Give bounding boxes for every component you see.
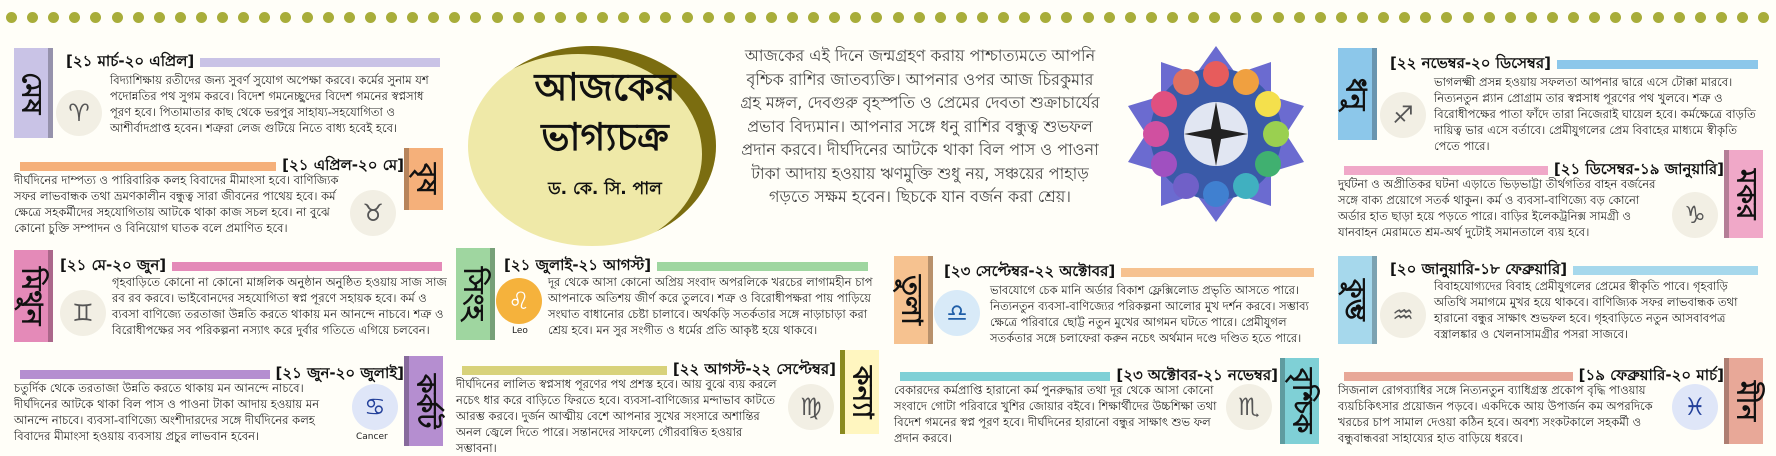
border-dot [1653,12,1664,23]
makar-bar [1344,166,1548,175]
fish-icon: ♓ [1672,384,1718,430]
border-dot [48,12,59,23]
kanya-text: দীর্ঘদিনের লালিত স্বপ্নসাধ পূরণের পথ প্রশস্ত হবে। আয় বুঝে ব্যয় করলে নচেৎ ধার করে বাড়িতে ফিরতে হবে। ব্যবসা-বাণিজ্যের মন্দাভাব কাটতে আরম্ভ করবে। দুর্জন আত্মীয় বেশে আপনার সুখের সংসারে অশান্তির অনল জ্বেলে দিতে পারে। সন্তানদের সাফল্যে গৌরবান্বিত হওয়ার সম্ভাবনা। [456,377,777,455]
brish-text: দীর্ঘদিনের দাম্পত্য ও পারিবারিক কলহ বিবাদের মীমাংসা হবে। বাণিজ্যিক সফর লাভবান্ধক তথা ভ্রমণকালীন বন্ধুত্ব সারা জীবনের পাথেয় হবে। কর্ম ক্ষেত্রে সহকর্মীদের সহযোগিতায় আটকে থাকা কাজ সচল হবে। না বুঝে কোনো চুক্তি সম্পাদন ও বিনিয়োগ ঘাতক বলে প্রমাণিত হবে। [14,173,339,235]
border-dot [682,12,693,23]
border-dot [1484,12,1495,23]
border-dot [1315,12,1326,23]
kumbha-date: [২০ জানুয়ারি-১৮ ফেব্রুয়ারি] [1390,260,1568,278]
border-dot [1251,12,1262,23]
border-dot [386,12,397,23]
kumbha-text: বিবাহযোগ্যদের বিবাহ প্রেমীযুগলের প্রেমের স্বীকৃতি পাবে। গৃহবাড়ি অতিথি সমাগমে মুখর হয়ে থাকবে। বাণিজ্যিক সফর লাভবান্ধক তথা হারানো বন্ধুর সাক্ষাৎ শুভফল হবে। গৃহবাড়িতে নতুন আসবাবপত্র বস্ত্রালঙ্কার ও খেলনাসামগ্রীর পসরা সাজবে। [1434,279,1738,341]
lion-icon-label: Leo [512,326,528,336]
makar-text: দুর্ঘটনা ও অপ্রীতিকর ঘটনা এড়াতে ভিড়ভাট্টা তীর্থগতির বাহন বর্জনের সঙ্গে বাক্য প্রয়োগে সতর্ক থাকুন। কর্ম ও ব্যবসা-বাণিজ্যে বড় কোনো অর্ডার হাত ছাড়া হয়ে পড়তে পারে। বাড়ির ইলেকট্রনিক্স সামগ্রী ও যানবাহন মেরামতে শ্রম-অর্থ দুটোই সমানতালে ব্যয় হবে। [1338,177,1656,239]
tab-brish: বৃষ [404,148,443,210]
border-dot [112,12,123,23]
border-dot [1378,12,1389,23]
mithun-text: গৃহবাড়িতে কোনো না কোনো মাঙ্গলিক অনুষ্ঠান অনুষ্ঠিত হওয়ায় সাজ সাজ রব রব করবে। ভাইবোনদের সহযোগিতা স্বপ্ন পূরণে সহায়ক হবে। কর্ম ও ব্যবসা বাণিজ্যে তরতাজা উন্নতি করতে থাকায় মন আনন্দে নাচবে। শত্রু ও বিরোধীপক্ষের সব পরিকল্পনা নস্যাৎ করে দুর্বার গতিতে এগিয়ে চলবেন। [112,275,447,337]
border-dot [1040,12,1051,23]
border-dot [513,12,524,23]
scorpion-icon: ♏ [1226,384,1272,430]
border-dot [1167,12,1178,23]
mesh-text: বিদ্যাশিক্ষায় রতীদের জন্য সুবর্ণ সুযোগ অপেক্ষা করবে। কর্মের সুনাম যশ পদোন্নতির পথ সুগম করবে। বিদেশ গমনেচ্ছুদের বিদেশ গমনের স্বপ্নসাধ পূরণ হবে। পিতামাতার কাছ থেকে ভরপুর সাহায্য-সহযোগিতা ও আশীর্বাদপ্রাপ্ত হবেন। শত্রুরা লেজ গুটিয়ে নিতে বাধ্য হবেই হবে। [110,73,429,135]
goat-icon: ♑ [1672,192,1718,238]
crab-icon-label: Cancer [356,432,388,442]
border-dot [133,12,144,23]
border-dot [1610,12,1621,23]
ram-icon: ♈ [56,90,102,136]
border-dot [555,12,566,23]
border-dot [1547,12,1558,23]
border-dot [302,12,313,23]
border-dot [534,12,545,23]
border-dot [1083,12,1094,23]
meen-bar [1344,372,1573,381]
border-dot [1737,12,1748,23]
border-dot [238,12,249,23]
border-dot [175,12,186,23]
kanya-bar [462,366,667,375]
karkat-text: চতুর্দিক থেকে তরতাজা উন্নতি করতে থাকায় মন আনন্দে নাচবে। দীর্ঘদিনের আটকে থাকা বিল পাস ও পাওনা টাকা আদায় হওয়ায় মন আনন্দে নাচবে। ব্যবসা-বাণিজ্যে অংশীদারদের সঙ্গে দীর্ঘদিনের কলহ বিবাদের মীমাংসা হওয়ায় ব্যবসায় প্রচুর লাভবান হবেন। [14,381,320,443]
border-dot [1441,12,1452,23]
border-dot [1716,12,1727,23]
border-dot [1758,12,1769,23]
border-dot [618,12,629,23]
border-dot [27,12,38,23]
kanya-date: [২২ আগস্ট-২২ সেপ্টেম্বর] [672,360,836,378]
border-dot [1526,12,1537,23]
tab-mesh: মেষ [14,48,53,138]
border-dot [787,12,798,23]
dot-border [0,12,1776,26]
border-dot [1674,12,1685,23]
border-dot [196,12,207,23]
border-dot [1273,12,1284,23]
border-dot [1230,12,1241,23]
karkat-date: [২১ জুন-২০ জুলাই] [275,364,404,382]
border-dot [1336,12,1347,23]
border-dot [323,12,334,23]
border-dot [1188,12,1199,23]
brishchik-text: বেকারদের কর্মপ্রাপ্তি হারানো কর্ম পুনরুদ্ধার তথা দূর থেকে আসা কোনো সংবাদে গোটা পরিবারে খুশির জোয়ার বইবে। শিক্ষার্থীদের উচ্চশিক্ষা তথা বিদেশ গমনের স্বপ্ন পূরণ হবে। দীর্ঘদিনের হারানো বন্ধুর সাক্ষাৎ শুভ ফল প্রদান করবে। [894,383,1217,445]
tab-brishchik: বৃশ্চিক [1280,358,1319,444]
brish-date: [২১ এপ্রিল-২০ মে] [282,156,404,174]
singha-text: দূর থেকে আসা কোনো অপ্রিয় সংবাদ অপরলিকে খরচের লাগামহীন চাপ আপনাকে অতিশয় জীর্ণ করে তুলবে। শত্রু ও বিরোধীপক্ষরা পায় পাড়িয়ে সংঘাত বাধানোর চেষ্টা চালাবে। অর্থকড়ি সতর্কতার সঙ্গে নাড়াচাড়া করা শ্রেয় হবে। মন সুর সংগীত ও ধর্মের প্রতি আকৃষ্ট হয়ে থাকবে। [548,275,873,337]
kumbha-bar [1573,266,1758,275]
border-dot [1463,12,1474,23]
border-dot [217,12,228,23]
border-dot [808,12,819,23]
author: ড. কে. সি. পাল [548,179,662,199]
border-dot [1104,12,1115,23]
tab-dhanu: ধনু [1338,48,1377,140]
title-line-2: ভাগ্যচক্র [541,115,669,159]
border-dot [914,12,925,23]
maiden-icon: ♍ [788,384,834,430]
border-dot [850,12,861,23]
border-dot [829,12,840,23]
border-dot [1420,12,1431,23]
border-dot [893,12,904,23]
mesh-date: [২১ মার্চ-২০ এপ্রিল] [66,52,195,70]
border-dot [576,12,587,23]
border-dot [407,12,418,23]
border-dot [6,12,17,23]
brish-bar [20,162,276,171]
makar-date: [২১ ডিসেম্বর-১৯ জানুয়ারি] [1553,160,1724,178]
border-dot [259,12,270,23]
dhanu-date: [২২ নভেম্বর-২০ ডিসেম্বর] [1390,54,1551,72]
border-dot [1568,12,1579,23]
tab-meen: মীন [1724,358,1763,444]
border-dot [660,12,671,23]
border-dot [1505,12,1516,23]
border-dot [745,12,756,23]
border-dot [766,12,777,23]
meen-date: [১৯ ফেব্রুয়ারি-২০ মার্চ] [1578,366,1724,384]
border-dot [344,12,355,23]
border-dot [1695,12,1706,23]
dhanu-bar [1557,60,1758,69]
tab-mithun: মিথুন [14,250,53,342]
tab-tula: তুলা [894,256,933,344]
border-dot [1631,12,1642,23]
brishchik-date: [২৩ অক্টোবর-২১ নভেম্বর] [1116,366,1278,384]
border-dot [470,12,481,23]
border-dot [90,12,101,23]
border-dot [1357,12,1368,23]
border-dot [998,12,1009,23]
border-dot [280,12,291,23]
tula-text: ভাবযোগে চেক মানি অর্ডার বিকাশ ফ্লেক্সিলোড প্রভৃতি আসতে পারে। নিত্যনতুন ব্যবসা-বাণিজ্যের পরিকল্পনা আলোর মুখ দর্শন করবে। সম্ভাব্য ক্ষেত্রে পরিবারে ছোট্ট নতুন মুখের আগমন ঘটতে পারে। প্রেমীযুগল সতর্কতার সঙ্গে চলাফেরা করুন নচেৎ অর্থমান দণ্ডে দণ্ডিত হতে পারে। [990,283,1309,345]
border-dot [956,12,967,23]
border-dot [1019,12,1030,23]
border-dot [69,12,80,23]
border-dot [1294,12,1305,23]
border-dot [1209,12,1220,23]
brishchik-bar [900,372,1110,381]
border-dot [724,12,735,23]
bull-icon: ♉ [350,190,396,236]
dhanu-text: ভাগলক্ষ্মী প্রসন্ন হওয়ায় সফলতা আপনার দ্বারে এসে টোক্কা মারবে। নিত্যনতুন প্ল্যান প্রোগ্রাম তার স্বপ্নসাধ পূরণের পথ খুলবে। শত্রু ও বিরোধীপক্ষের পাতা ফাঁদে তারা নিজেরাই ঘায়েল হবে। কর্মক্ষেত্রে বাড়তি দায়িত্ব ভার এসে বর্তাবে। প্রেমীযুগলের প্রেম বিবাহের মাধ্যমে স্বীকৃতি পেতে পারে। [1434,75,1756,153]
tab-kumbha: কুম্ভ [1338,256,1377,344]
border-dot [935,12,946,23]
border-dot [1125,12,1136,23]
lion-icon: ♌ [496,278,542,324]
mithun-bar [172,262,442,271]
border-dot [703,12,714,23]
border-dot [1399,12,1410,23]
mithun-date: [২১ মে-২০ জুন] [60,256,167,274]
singha-date: [২১ জুলাই-২১ আগস্ট] [504,256,652,274]
intro-text: আজকের এই দিনে জন্মগ্রহণ করায় পাশ্চাত্যমতে আপনি বৃশ্চিক রাশির জাতব্যক্তি। আপনার ওপর আজ চিরকুমার গ্রহ মঙ্গল, দেবগুরু বৃহস্পতি ও প্রেমের দেবতা শুক্রাচার্যের প্রভাব বিদ্যমান। আপনার সঙ্গে ধনু রাশির বন্ধুত্ব শুভফল প্রদান করবে। দীর্ঘদিনের আটকে থাকা বিল পাস ও পাওনা টাকা আদায় হওয়ায় ঋণমুক্তি শুধু নয়, সঞ্চয়ের পাহাড় গড়তে সক্ষম হবেন। ছিচকে যান বর্জন করা শ্রেয়। [740,46,1100,206]
border-dot [492,12,503,23]
meen-text: সিজনাল রোগব্যাধির সঙ্গে নিত্যনতুন ব্যাধিগ্রস্ত প্রকোপ বৃদ্ধি পাওয়ায় ব্যয়চিকিৎসার প্রয়োজন পড়বে। একদিকে আয় উপার্জন কম অপরদিকে খরচের চাপ সামাল দেওয়া কঠিন হবে। অবশ্য সংকটকালে সহকর্মী ও বন্ধুবান্ধবরা সাহায্যের হাত বাড়িয়ে ধরবে। [1338,383,1653,445]
border-dot [1146,12,1157,23]
border-dot [449,12,460,23]
zodiac-wheel-icon [1126,44,1306,224]
border-dot [154,12,165,23]
archer-icon: ♐ [1380,92,1426,138]
title-line-1: আজকের [534,65,676,109]
tab-kanya: কন্যা [840,350,879,434]
tab-karkat: কর্কট [404,356,443,446]
crab-icon: ♋ [352,384,398,430]
border-dot [1061,12,1072,23]
tab-makar: মকর [1724,150,1763,238]
scales-icon: ♎ [934,290,980,336]
tula-bar [1121,268,1314,277]
tab-singha: সিংহ [456,248,495,340]
border-dot [1589,12,1600,23]
border-dot [871,12,882,23]
border-dot [977,12,988,23]
water-bearer-icon: ♒ [1380,292,1426,338]
border-dot [597,12,608,23]
twins-icon: ♊ [60,290,106,336]
border-dot [428,12,439,23]
mesh-bar [200,58,440,67]
page-title [510,62,700,162]
border-dot [365,12,376,23]
border-dot [639,12,650,23]
tula-date: [২৩ সেপ্টেম্বর-২২ অক্টোবর] [944,262,1116,280]
karkat-bar [20,370,270,379]
singha-bar [657,262,868,271]
